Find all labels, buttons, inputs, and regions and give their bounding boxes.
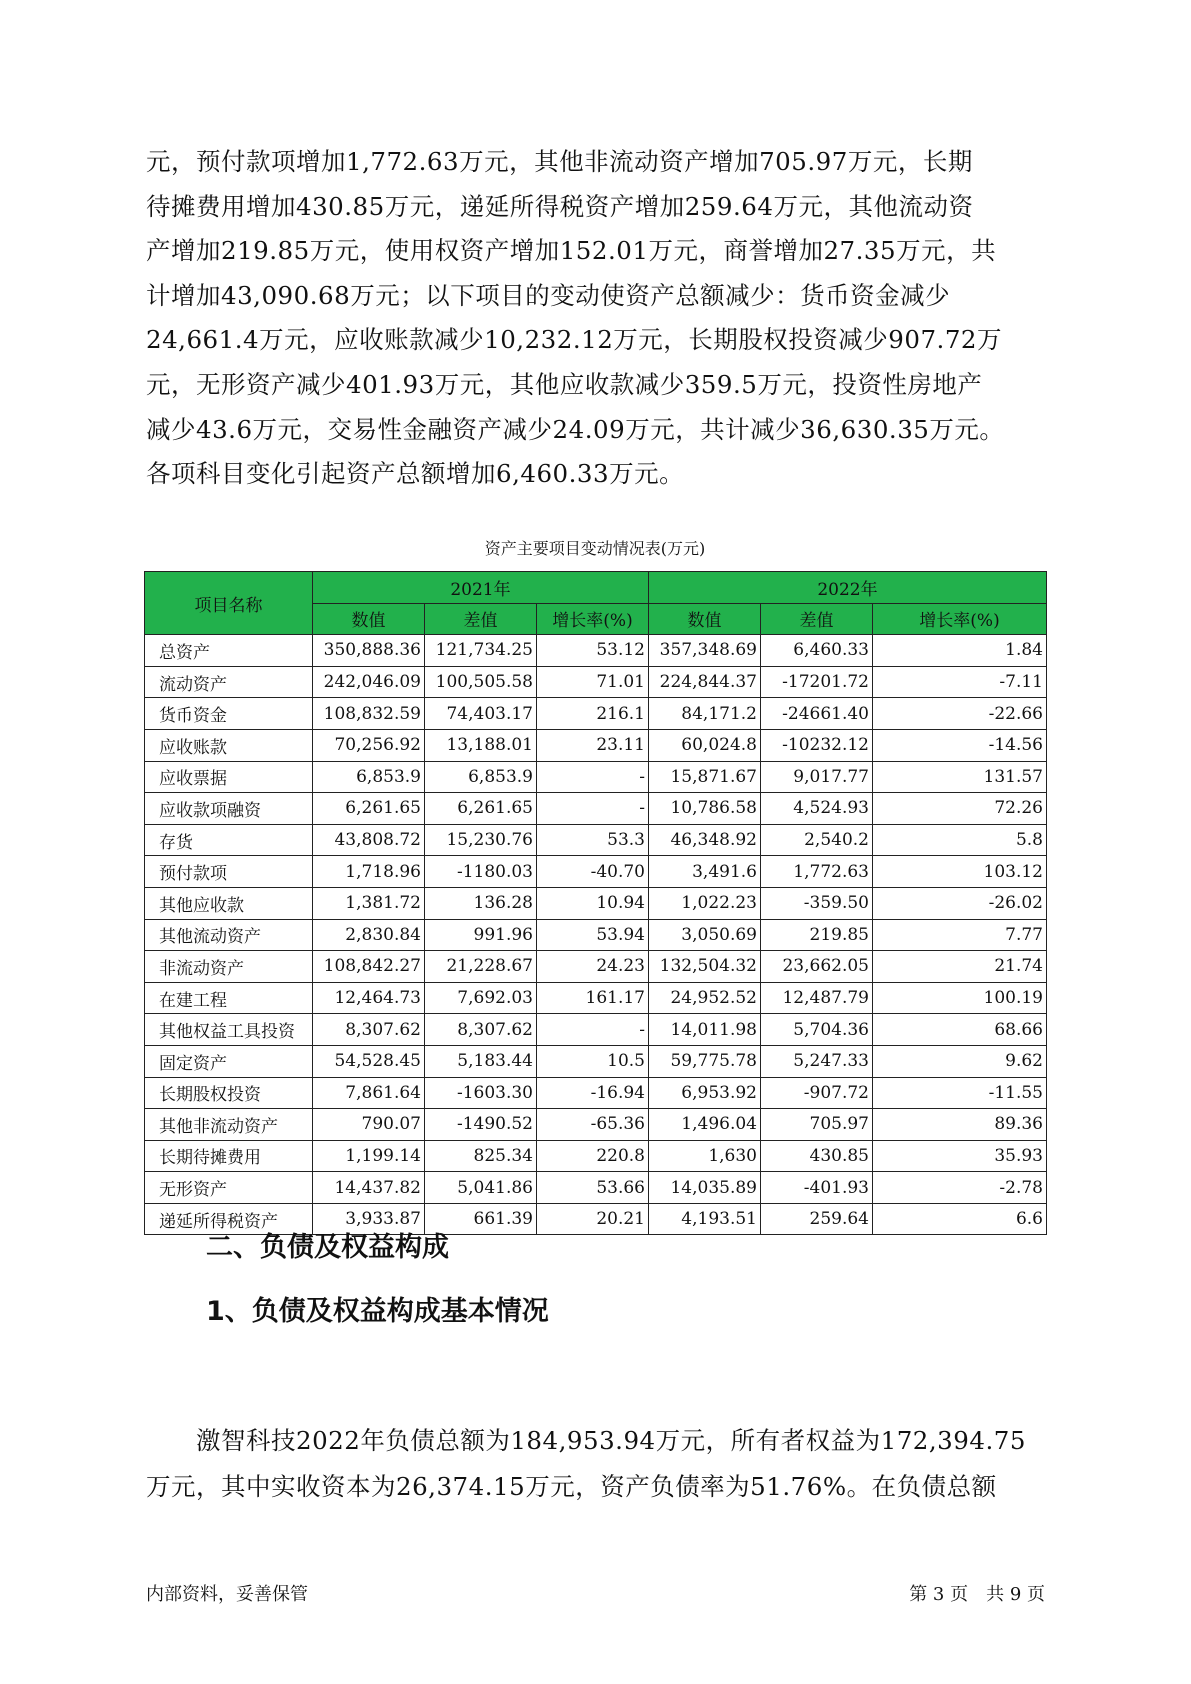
cell-value-2021: 14,437.82 [313, 1172, 425, 1204]
cell-difference-2022: 4,524.93 [761, 793, 873, 825]
cell-value-2022: 84,171.2 [649, 698, 761, 730]
cell-growth-rate-2021: 53.3 [537, 824, 649, 856]
table-row [145, 1109, 1047, 1141]
cell-difference-2022: -10232.12 [761, 729, 873, 761]
cell-growth-rate-2022: 72.26 [873, 793, 1047, 825]
header-year-2022: 2022年 [649, 572, 1047, 604]
table-row [145, 698, 1047, 730]
body-line: 万元，其中实收资本为26,374.15万元，资产负债率为51.76%。在负债总额 [146, 1472, 997, 1501]
cell-value-2022: 46,348.92 [649, 824, 761, 856]
cell-growth-rate-2022: 131.57 [873, 761, 1047, 793]
cell-growth-rate-2021: 20.21 [537, 1203, 649, 1235]
cell-difference-2021: 5,183.44 [425, 1045, 537, 1077]
table-row [145, 887, 1047, 919]
cell-item-name: 其他权益工具投资 [145, 1014, 313, 1046]
cell-growth-rate-2021: 53.66 [537, 1172, 649, 1204]
table-row [145, 856, 1047, 888]
cell-growth-rate-2022: 1.84 [873, 635, 1047, 667]
cell-value-2022: 14,035.89 [649, 1172, 761, 1204]
cell-difference-2021: 15,230.76 [425, 824, 537, 856]
cell-growth-rate-2022: 5.8 [873, 824, 1047, 856]
cell-difference-2022: 9,017.77 [761, 761, 873, 793]
cell-difference-2021: 6,261.65 [425, 793, 537, 825]
cell-item-name: 其他应收款 [145, 887, 313, 919]
cell-growth-rate-2022: -26.02 [873, 887, 1047, 919]
cell-value-2021: 54,528.45 [313, 1045, 425, 1077]
body-line: 待摊费用增加430.85万元，递延所得税资产增加259.64万元，其他流动资 [146, 191, 974, 221]
cell-item-name: 非流动资产 [145, 951, 313, 983]
cell-value-2021: 3,933.87 [313, 1203, 425, 1235]
cell-growth-rate-2021: 53.94 [537, 919, 649, 951]
table-caption: 资产主要项目变动情况表(万元) [484, 539, 706, 558]
cell-growth-rate-2022: -14.56 [873, 729, 1047, 761]
body-line: 计增加43,090.68万元；以下项目的变动使资产总额减少：货币资金减少 [146, 280, 951, 310]
table-row [145, 1077, 1047, 1109]
cell-item-name: 流动资产 [145, 666, 313, 698]
table-body [145, 635, 1047, 1235]
cell-difference-2021: 991.96 [425, 919, 537, 951]
footer-confidential-note: 内部资料，妥善保管 [146, 1584, 308, 1605]
cell-difference-2021: 136.28 [425, 887, 537, 919]
cell-item-name: 其他非流动资产 [145, 1109, 313, 1141]
cell-item-name: 货币资金 [145, 698, 313, 730]
cell-growth-rate-2022: -22.66 [873, 698, 1047, 730]
cell-difference-2022: 259.64 [761, 1203, 873, 1235]
cell-growth-rate-2022: 103.12 [873, 856, 1047, 888]
asset-changes-table [144, 571, 1047, 1235]
cell-growth-rate-2022: 68.66 [873, 1014, 1047, 1046]
cell-value-2021: 108,842.27 [313, 951, 425, 983]
cell-difference-2022: 5,247.33 [761, 1045, 873, 1077]
cell-growth-rate-2021: -65.36 [537, 1109, 649, 1141]
cell-value-2021: 6,261.65 [313, 793, 425, 825]
cell-item-name: 应收款项融资 [145, 793, 313, 825]
cell-difference-2022: -24661.40 [761, 698, 873, 730]
cell-value-2022: 1,022.23 [649, 887, 761, 919]
cell-difference-2022: 23,662.05 [761, 951, 873, 983]
cell-difference-2022: -17201.72 [761, 666, 873, 698]
cell-item-name: 长期待摊费用 [145, 1140, 313, 1172]
table-row [145, 951, 1047, 983]
cell-value-2022: 4,193.51 [649, 1203, 761, 1235]
cell-growth-rate-2022: 6.6 [873, 1203, 1047, 1235]
body-line: 各项科目变化引起资产总额增加6,460.33万元。 [146, 459, 685, 489]
cell-value-2022: 60,024.8 [649, 729, 761, 761]
cell-growth-rate-2021: -40.70 [537, 856, 649, 888]
cell-growth-rate-2022: 35.93 [873, 1140, 1047, 1172]
table-row [145, 666, 1047, 698]
cell-growth-rate-2021: - [537, 761, 649, 793]
cell-growth-rate-2022: 9.62 [873, 1045, 1047, 1077]
header-value: 数值 [649, 603, 761, 635]
cell-value-2022: 132,504.32 [649, 951, 761, 983]
cell-growth-rate-2021: 23.11 [537, 729, 649, 761]
cell-value-2021: 12,464.73 [313, 982, 425, 1014]
cell-value-2021: 1,718.96 [313, 856, 425, 888]
subsection-heading: 1、负债及权益构成基本情况 [206, 1296, 549, 1327]
header-growth-rate: 增长率(%) [537, 603, 649, 635]
cell-value-2022: 1,630 [649, 1140, 761, 1172]
cell-growth-rate-2022: -11.55 [873, 1077, 1047, 1109]
cell-value-2021: 1,199.14 [313, 1140, 425, 1172]
cell-growth-rate-2022: 100.19 [873, 982, 1047, 1014]
cell-difference-2021: -1180.03 [425, 856, 537, 888]
table-row [145, 1014, 1047, 1046]
cell-item-name: 固定资产 [145, 1045, 313, 1077]
cell-item-name: 无形资产 [145, 1172, 313, 1204]
cell-value-2021: 8,307.62 [313, 1014, 425, 1046]
table-row [145, 761, 1047, 793]
cell-item-name: 存货 [145, 824, 313, 856]
cell-value-2021: 70,256.92 [313, 729, 425, 761]
cell-value-2021: 242,046.09 [313, 666, 425, 698]
body-line: 24,661.4万元，应收账款减少10,232.12万元，长期股权投资减少907.72万 [146, 325, 1003, 355]
header-year-2021: 2021年 [313, 572, 649, 604]
cell-growth-rate-2022: -7.11 [873, 666, 1047, 698]
table-header [145, 572, 1047, 635]
cell-growth-rate-2021: - [537, 1014, 649, 1046]
footer-page-number: 第 3 页 共 9 页 [909, 1584, 1045, 1605]
cell-value-2022: 59,775.78 [649, 1045, 761, 1077]
cell-growth-rate-2021: 161.17 [537, 982, 649, 1014]
cell-value-2022: 24,952.52 [649, 982, 761, 1014]
body-paragraph [146, 140, 1046, 497]
cell-difference-2021: -1603.30 [425, 1077, 537, 1109]
cell-difference-2022: -401.93 [761, 1172, 873, 1204]
cell-growth-rate-2021: 24.23 [537, 951, 649, 983]
cell-item-name: 在建工程 [145, 982, 313, 1014]
cell-difference-2021: 74,403.17 [425, 698, 537, 730]
cell-difference-2022: 219.85 [761, 919, 873, 951]
table-row [145, 1140, 1047, 1172]
body-line: 产增加219.85万元，使用权资产增加152.01万元，商誉增加27.35万元，共 [146, 236, 997, 266]
cell-growth-rate-2021: - [537, 793, 649, 825]
header-value: 数值 [313, 603, 425, 635]
cell-item-name: 应收账款 [145, 729, 313, 761]
cell-difference-2022: -907.72 [761, 1077, 873, 1109]
cell-value-2021: 7,861.64 [313, 1077, 425, 1109]
cell-difference-2021: 7,692.03 [425, 982, 537, 1014]
cell-value-2022: 6,953.92 [649, 1077, 761, 1109]
cell-growth-rate-2021: 220.8 [537, 1140, 649, 1172]
cell-difference-2021: 100,505.58 [425, 666, 537, 698]
cell-value-2022: 224,844.37 [649, 666, 761, 698]
header-growth-rate: 增长率(%) [873, 603, 1047, 635]
cell-growth-rate-2021: 216.1 [537, 698, 649, 730]
table-row [145, 1172, 1047, 1204]
table-row [145, 1045, 1047, 1077]
cell-growth-rate-2021: 10.5 [537, 1045, 649, 1077]
header-item-name: 项目名称 [145, 572, 313, 635]
section-heading: 二、负债及权益构成 [206, 1232, 449, 1263]
cell-difference-2022: 12,487.79 [761, 982, 873, 1014]
cell-growth-rate-2021: 71.01 [537, 666, 649, 698]
body-line: 元，无形资产减少401.93万元，其他应收款减少359.5万元，投资性房地产 [146, 369, 983, 399]
header-difference: 差值 [761, 603, 873, 635]
cell-difference-2021: 8,307.62 [425, 1014, 537, 1046]
cell-difference-2022: 705.97 [761, 1109, 873, 1141]
cell-value-2022: 3,050.69 [649, 919, 761, 951]
cell-value-2022: 15,871.67 [649, 761, 761, 793]
cell-item-name: 其他流动资产 [145, 919, 313, 951]
table-row [145, 793, 1047, 825]
body-line: 减少43.6万元，交易性金融资产减少24.09万元，共计减少36,630.35万元。 [146, 414, 1005, 444]
cell-difference-2022: 1,772.63 [761, 856, 873, 888]
cell-difference-2021: -1490.52 [425, 1109, 537, 1141]
cell-item-name: 应收票据 [145, 761, 313, 793]
cell-difference-2022: 430.85 [761, 1140, 873, 1172]
cell-difference-2022: 2,540.2 [761, 824, 873, 856]
cell-item-name: 长期股权投资 [145, 1077, 313, 1109]
table-row [145, 824, 1047, 856]
section2-paragraph [146, 1418, 1046, 1510]
cell-value-2021: 1,381.72 [313, 887, 425, 919]
cell-difference-2021: 6,853.9 [425, 761, 537, 793]
cell-difference-2021: 661.39 [425, 1203, 537, 1235]
cell-item-name: 总资产 [145, 635, 313, 667]
cell-growth-rate-2022: 7.77 [873, 919, 1047, 951]
cell-value-2021: 6,853.9 [313, 761, 425, 793]
cell-difference-2021: 21,228.67 [425, 951, 537, 983]
cell-value-2022: 10,786.58 [649, 793, 761, 825]
body-line: 激智科技2022年负债总额为184,953.94万元，所有者权益为172,394.75 [146, 1426, 1026, 1455]
cell-value-2022: 14,011.98 [649, 1014, 761, 1046]
cell-difference-2022: -359.50 [761, 887, 873, 919]
cell-item-name: 递延所得税资产 [145, 1203, 313, 1235]
table-row [145, 982, 1047, 1014]
cell-value-2022: 3,491.6 [649, 856, 761, 888]
cell-difference-2021: 121,734.25 [425, 635, 537, 667]
cell-item-name: 预付款项 [145, 856, 313, 888]
cell-value-2021: 108,832.59 [313, 698, 425, 730]
cell-difference-2022: 6,460.33 [761, 635, 873, 667]
cell-growth-rate-2022: -2.78 [873, 1172, 1047, 1204]
cell-difference-2022: 5,704.36 [761, 1014, 873, 1046]
cell-growth-rate-2021: 53.12 [537, 635, 649, 667]
cell-growth-rate-2022: 89.36 [873, 1109, 1047, 1141]
cell-growth-rate-2022: 21.74 [873, 951, 1047, 983]
table-row [145, 729, 1047, 761]
cell-value-2022: 1,496.04 [649, 1109, 761, 1141]
cell-difference-2021: 825.34 [425, 1140, 537, 1172]
header-difference: 差值 [425, 603, 537, 635]
cell-difference-2021: 13,188.01 [425, 729, 537, 761]
cell-value-2021: 790.07 [313, 1109, 425, 1141]
table-row [145, 635, 1047, 667]
cell-growth-rate-2021: 10.94 [537, 887, 649, 919]
cell-growth-rate-2021: -16.94 [537, 1077, 649, 1109]
cell-value-2022: 357,348.69 [649, 635, 761, 667]
cell-value-2021: 2,830.84 [313, 919, 425, 951]
cell-value-2021: 43,808.72 [313, 824, 425, 856]
cell-difference-2021: 5,041.86 [425, 1172, 537, 1204]
body-line: 元，预付款项增加1,772.63万元，其他非流动资产增加705.97万元，长期 [146, 147, 973, 176]
table-row [145, 919, 1047, 951]
cell-value-2021: 350,888.36 [313, 635, 425, 667]
